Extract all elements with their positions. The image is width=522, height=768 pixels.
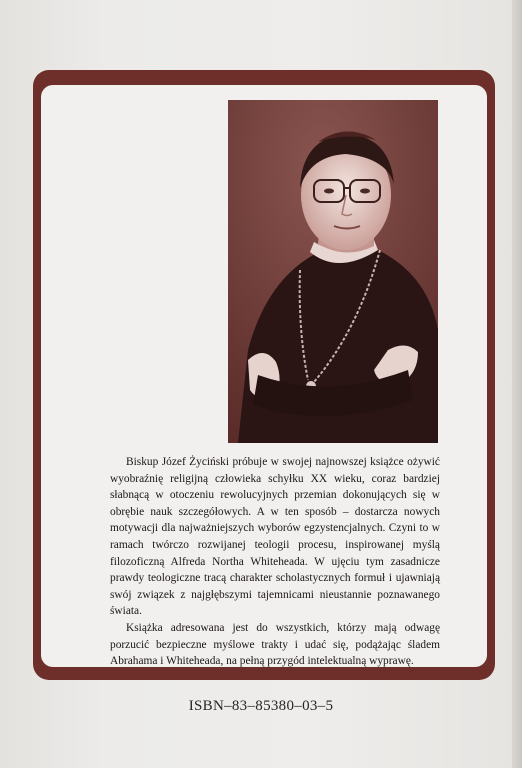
description-paragraph-1: Biskup Józef Życiński próbuje w swojej najnowszej książce ożywić wyobraźnię religijną człowieka schyłku XX wieku, coraz bardziej słabnącą w otoczeniu rewolucyjnych przemian dokonujących się w obrębie nauk szczegółowych. A w ten sposób – dostarcza nowych motywacji dla najważniejszych wyborów egzystencjalnych. Czyni to w ramach twórczo rozwijanej teologii procesu, inspirowanej myślą filozoficzną Alfreda Northa Whiteheada. W ujęciu tym zasadnicze prawdy teologiczne tracą charakter scholastycznych formuł i ujawniają swój związek z najgłębszymi tajemnicami nieustannie poznawanego świata.: [110, 456, 440, 618]
book-description: [110, 454, 440, 670]
description-paragraph-2: Książka adresowana jest do wszystkich, którzy mają odwagę porzucić bezpieczne myślowe trakty i udać się, podążając śladem Abrahama i Whiteheada, na pełną przygód intelektualną wyprawę.: [110, 621, 440, 668]
isbn-number: ISBN–83–85380–03–5: [188, 698, 334, 714]
author-photo: [228, 100, 438, 443]
cover-spine-edge: [512, 0, 522, 768]
